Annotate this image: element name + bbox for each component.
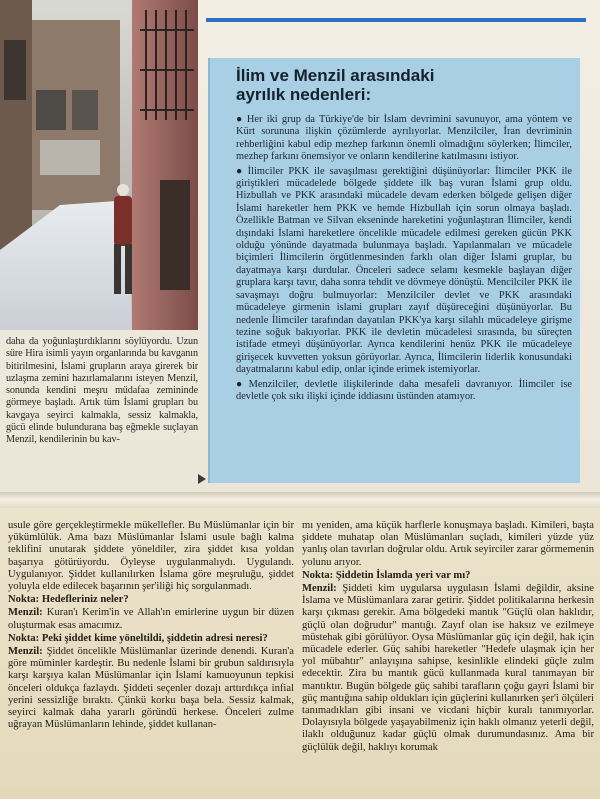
- lower-right-column: [302, 520, 594, 799]
- left-column: [6, 336, 198, 486]
- lower-left-column: [8, 520, 294, 799]
- left-column-text: daha da yoğunlaştırdıklarını söylüyordu. Uzun süre Hira isimli yayın organlarında bu kavganın bitirilmesini, İslami grupların araya girerek bir uzlaşma zemini hazırlamalarını isteyen Menzil, sonunda kendini meşru müdafaa zemininde görmeye başladı. Artık tüm İslami grupları bu kavgaya seyirci kalmakla, sessiz kalmakla, gücü elinde bulundurana baş eğmekle suçlayan Menzil, kendilerinin bu kav-: [6, 336, 198, 446]
- box-paragraph: [236, 379, 572, 404]
- bullet-icon: ●: [236, 165, 245, 177]
- speaker-label: Menzil:: [8, 646, 43, 658]
- speaker-label: Menzil:: [8, 607, 43, 619]
- box-paragraph: [236, 166, 572, 377]
- page-fold: [0, 492, 600, 508]
- interview-answer: [8, 646, 294, 731]
- bullet-icon: ●: [236, 378, 246, 390]
- box-paragraph-text: İlimciler PKK ile savaşılması gerektiğini düşünüyorlar: İlimciler PKK ile giriştikleri mücadelede bölgede şiddete ilk baş vuran İslami grup oldu. Hizbullah ve PKK arasındaki mücadele devam ederken bölgede gelişen diğer İslami hareketler hem PKK ve hemde Hizbullah için sorun olmaya başladı. Özellikle Batman ve Silvan ekseninde hareketini yoğunlaştıran İlimciler, kendi dışındaki İslami hareketlere öncelikle mücadele edilmesi gereken gücün PKK olduğu yönünde dayatmada bulunmaya başladı. Yapılanmaları ve mücadele biçimleri İlimcilerin örgütlenmesinden farklı olan diğer İslami gruplar, bu dayatmaya karşı durdular. Önceleri sadece selamı kesmekle başlayan diğer gruplara karşı tavır, daha sonra tehdit ve dövmeye dönüştü. Mencilciler PKK ile savaşmayı doğru bulmuyorlar: Menzilciler devlet ve PKK arasındaki mücadeleye girmenin islami grupları zayıf düşüreceğini düşünüyorlar. Bu nedenle İlimciler tarafından dayatılan PKK'ya karşı silahlı mücadeleye girişme tezine soğuk bakıyorlar. PKK ile devletin mücadelesi sırasında, bu süreçten istifade etmeyi düşünüyorlar. Ayrıca kendilerini henüz PKK ile mücadeleye girişecek kuvvetten yoksun görüyorlar. Ayrıca, İlimcilerin liderlik konusundaki dayatmalarını kabul edip, onlar içinde erimek istemiyorlar.: [236, 165, 572, 376]
- box-paragraph-text: Her iki grup da Türkiye'de bir İslam devrimini savunuyor, ama yöntem ve Kürt sorununa ilişkin çözümlerde ayrılıyorlar. Menzilciler, İran devriminin rehberliğini kabul edip mezhep farkının önemli olmadığını söylerken; İlimciler, mezhep farkını önemsiyor ve onların kendilerine katılmasını istiyor.: [236, 114, 573, 163]
- answer-text: Şiddeti kim uygularsa uygulasın İslami değildir, aksine İslama ve Müslümanlara zarar getirir. Şiddet politikalarına herkesin karşı çıkması gerekir. Ama bölgedeki mantık "Güçlü olan haklıdır, güçlü olan doğrudur" mantığı. Zayıf olan ise haksız ve ezilmeye müstehak gibi görülüyor. Oysa Müslümanlar güç için değil, hak için mücadele ederler. Güç sahibi hareketler "Hedefe ulaşmak için her yol mübahtır" anlayışına sahipse, kesinlikle elindeki güçle zulm edecektir. Zira bu mantık gücü kullanmada kural tanımayan bir mantıktır. Bugün bölgede güç sahibi tarafların çoğu gayri İslami bir güç mantığına sahip oldukları için güçlerini kullanırken şer'i ölçüleri tanımadıkları gibi insani ve vicdani hiçbir kuralı tanımıyorlar. Dolayısıyla bölgede yaşayabilmeniz için haklı olmanız yeterli değil, ilaklı olduğunuz kadar güçlü olmak durumundasınız. Ama bir güçlülük değil, haklıyı korumak: [302, 583, 594, 753]
- top-rule: [206, 18, 586, 22]
- sidebar-box: [208, 58, 580, 483]
- box-paragraph-text: Menzilciler, devletle ilişkilerinde daha mesafeli davranıyor. İlimciler ise devletle çok sıkı ilişki içinde iddiasını üstünden atamıyor.: [236, 378, 572, 402]
- answer-text: Kuran'ı Kerim'in ve Allah'ın emirlerine uygun bir düzen oluşturmak esas amacımız.: [8, 607, 294, 631]
- interview-answer: [8, 607, 294, 631]
- body-paragraph: usule göre gerçekleştirmekle mükellefler. Bu Müslümanlar için bir yükümlülük. Ama bazı Müslümanlar İslami usule bağlı kalma teklifini unutarak şiddete yöneldiler, zira şiddet kısa yoldan başarıya götürüyordu. Öyleyse uygulanmalıydı. Uygulandı. Uygulanıyor. Şiddet kullanılırken İslama göre meşruluğu, şiddet yoluyla elde edilecek başarının şer'iliği hiç sorgulanmadı.: [8, 520, 294, 593]
- interview-question: Nokta: Hedefleriniz neler?: [8, 594, 129, 606]
- lower-page: [0, 508, 600, 799]
- bullet-icon: ●: [236, 114, 244, 125]
- body-paragraph: mı yeniden, ama küçük harflerle konuşmaya başladı. Kimileri, başta şiddete muhatap olan Müslümanları suçladı, kimileri yüzde yüz yanlış olan tavırları doğrular oldu. Artık seyirciler zarar görmemenin yolunu arıyor.: [302, 520, 594, 568]
- box-paragraph: [236, 114, 572, 164]
- answer-text: Şiddet öncelikle Müslümanlar üzerinde denendi. Kuran'a göre müminler kardeştir. Bu nedenle İslami bir grubun saldırısıyla karşı karşıya kalan Müslümanlar için İslami kamuoyunun tepkisi önceleri oldukça fazlaydı. Şiddeti seçenler dozajı arttırdıkça infial yerini sessizliğe bıraktı. Çünkü korku başa bela. Sessiz kalmak, seyirci kalmak daha yararlı göründü herkese. Önceleri zulme uğrayan Müslümanların lehinde, şiddet kullanan-: [8, 646, 294, 731]
- interview-question: Nokta: Şiddetin İslamda yeri var mı?: [302, 569, 471, 581]
- interview-question: Nokta: Peki şiddet kime yöneltildi, şiddetin adresi neresi?: [8, 632, 268, 644]
- street-photo: [0, 0, 198, 330]
- continue-arrow-icon: [198, 474, 206, 484]
- interview-answer: [302, 583, 594, 754]
- box-title: İlim ve Menzil arasındaki ayrılık nedenleri:: [236, 66, 435, 104]
- speaker-label: Menzil:: [302, 583, 337, 595]
- street-photo-illustration: [0, 0, 198, 330]
